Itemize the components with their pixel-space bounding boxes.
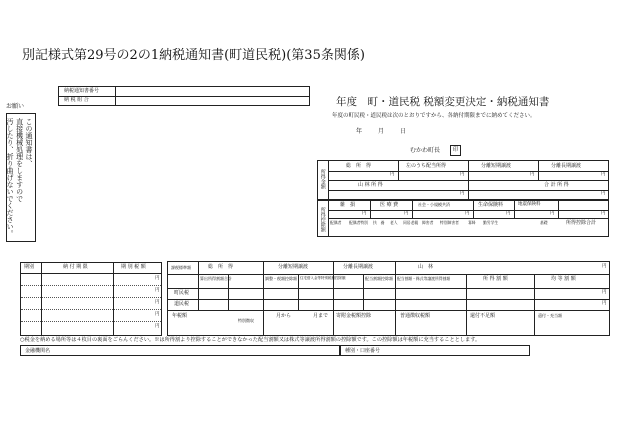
yen-mark: 円 bbox=[404, 211, 409, 216]
deduction-sub-3: 扶 養 bbox=[373, 220, 385, 225]
account-label: 種別・口座番号 bbox=[345, 348, 381, 354]
bank-box bbox=[20, 345, 340, 356]
calc-pref-label: 道民税 bbox=[174, 301, 190, 307]
onegai-line-3: 汚したり、折り曲げないでください。 bbox=[6, 118, 15, 237]
period-header-amount: 期 別 税 額 bbox=[121, 264, 146, 270]
main-title: 年度 町・道民税 税額変更決定・納税通知書 bbox=[336, 96, 550, 108]
calc-row2-4: 配当割額控除額 bbox=[365, 276, 393, 281]
yen-mark: 円 bbox=[602, 264, 607, 269]
calc-row2-5: 配当割額・株式等譲渡所得割額 bbox=[397, 276, 451, 281]
yen-mark: 円 bbox=[601, 211, 606, 216]
calc-note-1: 年税額 bbox=[172, 313, 188, 319]
deduction-header-3: 社会・小規模共済 bbox=[418, 202, 450, 207]
calculation-table bbox=[167, 261, 610, 336]
yen-mark: 円 bbox=[390, 172, 395, 177]
yen-mark: 円 bbox=[155, 288, 160, 293]
income-header-1: 総 所 得 bbox=[346, 163, 372, 169]
intro-text: 年度の町民税・道民税は次のとおりですから、各納付期限までに納めてください。 bbox=[332, 113, 536, 119]
period-table bbox=[20, 262, 162, 336]
deduction-sub-6: 障害者 bbox=[422, 220, 434, 225]
deduction-sub-5: 同居老親 bbox=[403, 220, 419, 225]
date-year: 年 bbox=[356, 128, 363, 135]
yen-mark: 円 bbox=[601, 191, 606, 196]
calc-side-label: 課税標準額 bbox=[171, 265, 191, 270]
form-title: 別記様式第29号の2の1納税通知書(町道民税)(第35条関係) bbox=[22, 48, 365, 63]
deduction-header-1: 雑 損 bbox=[340, 202, 356, 208]
income-header-2: 左のうち配当所得 bbox=[406, 163, 447, 169]
onegai-box bbox=[6, 113, 36, 242]
period-header-term: 期別 bbox=[24, 264, 35, 270]
tax-union-label: 納 税 組 合 bbox=[64, 97, 89, 103]
income-header-3: 分離短期譲渡 bbox=[481, 163, 512, 169]
yen-mark: 円 bbox=[465, 211, 470, 216]
mayor-label: むかわ町長 bbox=[410, 147, 441, 154]
onegai-line-2: 直接機械処理をしますので bbox=[15, 118, 24, 202]
income-total: 合 計 所 得 bbox=[544, 182, 569, 188]
deduction-sub-7: 特別障害者 bbox=[440, 220, 459, 225]
yen-mark: 円 bbox=[460, 191, 465, 196]
calc-row2-7: 均 等 割 額 bbox=[551, 276, 576, 282]
calc-town-label: 町民税 bbox=[174, 290, 190, 296]
bank-label: 金融機関名 bbox=[25, 348, 51, 354]
deduction-header-5: 地震保険料 bbox=[518, 202, 541, 207]
income-header-4: 分離長期譲渡 bbox=[551, 163, 582, 169]
yen-mark: 円 bbox=[155, 324, 160, 329]
calc-header-1: 総 所 得 bbox=[208, 264, 234, 270]
yen-mark: 円 bbox=[602, 301, 607, 306]
calc-row2-2: 調整・税額控除額 bbox=[265, 276, 297, 281]
calc-row2-6: 所 得 割 額 bbox=[483, 276, 508, 282]
footer-note: ○税金を納める場所等は４枚目の裏面をごらんください。※は所得割より控除することができなかった配当割額又は株式等譲渡所得割額の控除額です。この控除額は年税額に充当することとします。 bbox=[20, 337, 481, 343]
yen-mark: 円 bbox=[155, 312, 160, 317]
deduction-total-label: 所得控除合計 bbox=[566, 220, 597, 226]
calc-footer-1: 寄附金税額控除 bbox=[336, 313, 372, 319]
yen-mark: 円 bbox=[460, 172, 465, 177]
income-side-label: 所得金額 bbox=[319, 169, 326, 189]
calc-row2-3: 住宅借入金等特別税額控除額 bbox=[300, 276, 346, 280]
date-month: 月 bbox=[378, 128, 385, 135]
calc-note-6: 還付不足額 bbox=[470, 313, 496, 319]
calc-header-4: 山 林 bbox=[418, 264, 434, 270]
deduction-header-4: 生命保険料 bbox=[478, 202, 504, 208]
calc-note-4: 月まで bbox=[313, 313, 329, 319]
calc-header-3: 分離長期譲渡 bbox=[343, 264, 374, 270]
period-header-deadline: 納 付 期 限 bbox=[63, 264, 88, 270]
calc-note-3: 月から bbox=[276, 313, 292, 319]
deduction-sub-8: 寡婦 bbox=[468, 220, 476, 225]
date-day: 日 bbox=[400, 128, 407, 135]
deduction-sub-1: 配偶者 bbox=[330, 220, 342, 225]
yen-mark: 円 bbox=[550, 211, 555, 216]
notice-number-label: 納税通知書番号 bbox=[64, 88, 100, 94]
seal-mark bbox=[450, 145, 461, 156]
yen-mark: 円 bbox=[506, 211, 511, 216]
onegai-line-1: この通知書は、 bbox=[25, 118, 33, 167]
calc-row2-1: 算出所得割額合計 bbox=[200, 276, 232, 281]
yen-mark: 円 bbox=[155, 276, 160, 281]
deduction-side-label: 所得控除額 bbox=[319, 207, 326, 232]
yen-mark: 円 bbox=[155, 300, 160, 305]
account-box bbox=[340, 345, 530, 356]
yen-mark: 円 bbox=[530, 172, 535, 177]
deduction-block bbox=[317, 200, 609, 237]
deduction-sub-10: 基礎 bbox=[540, 220, 548, 225]
deduction-header-2: 医 療 費 bbox=[380, 202, 399, 208]
seal-text: 印 bbox=[452, 147, 459, 153]
income-forest: 山 林 所 得 bbox=[358, 182, 383, 188]
calc-note-5: 普通徴収税額 bbox=[400, 313, 431, 319]
deduction-sub-4: 老人 bbox=[390, 220, 398, 225]
onegai-label: お願い bbox=[6, 103, 25, 110]
notice-number-box bbox=[58, 86, 310, 106]
income-block bbox=[317, 160, 609, 200]
deduction-sub-9: 勤労学生 bbox=[483, 220, 499, 225]
calc-footer-2: 還付・充当額 bbox=[538, 313, 562, 318]
yen-mark: 円 bbox=[362, 211, 367, 216]
calc-header-2: 分離短期譲渡 bbox=[278, 264, 309, 270]
deduction-sub-2: 配偶者特別 bbox=[349, 220, 368, 225]
yen-mark: 円 bbox=[601, 172, 606, 177]
calc-note-2: 特別徴収 bbox=[238, 318, 254, 323]
yen-mark: 円 bbox=[602, 290, 607, 295]
